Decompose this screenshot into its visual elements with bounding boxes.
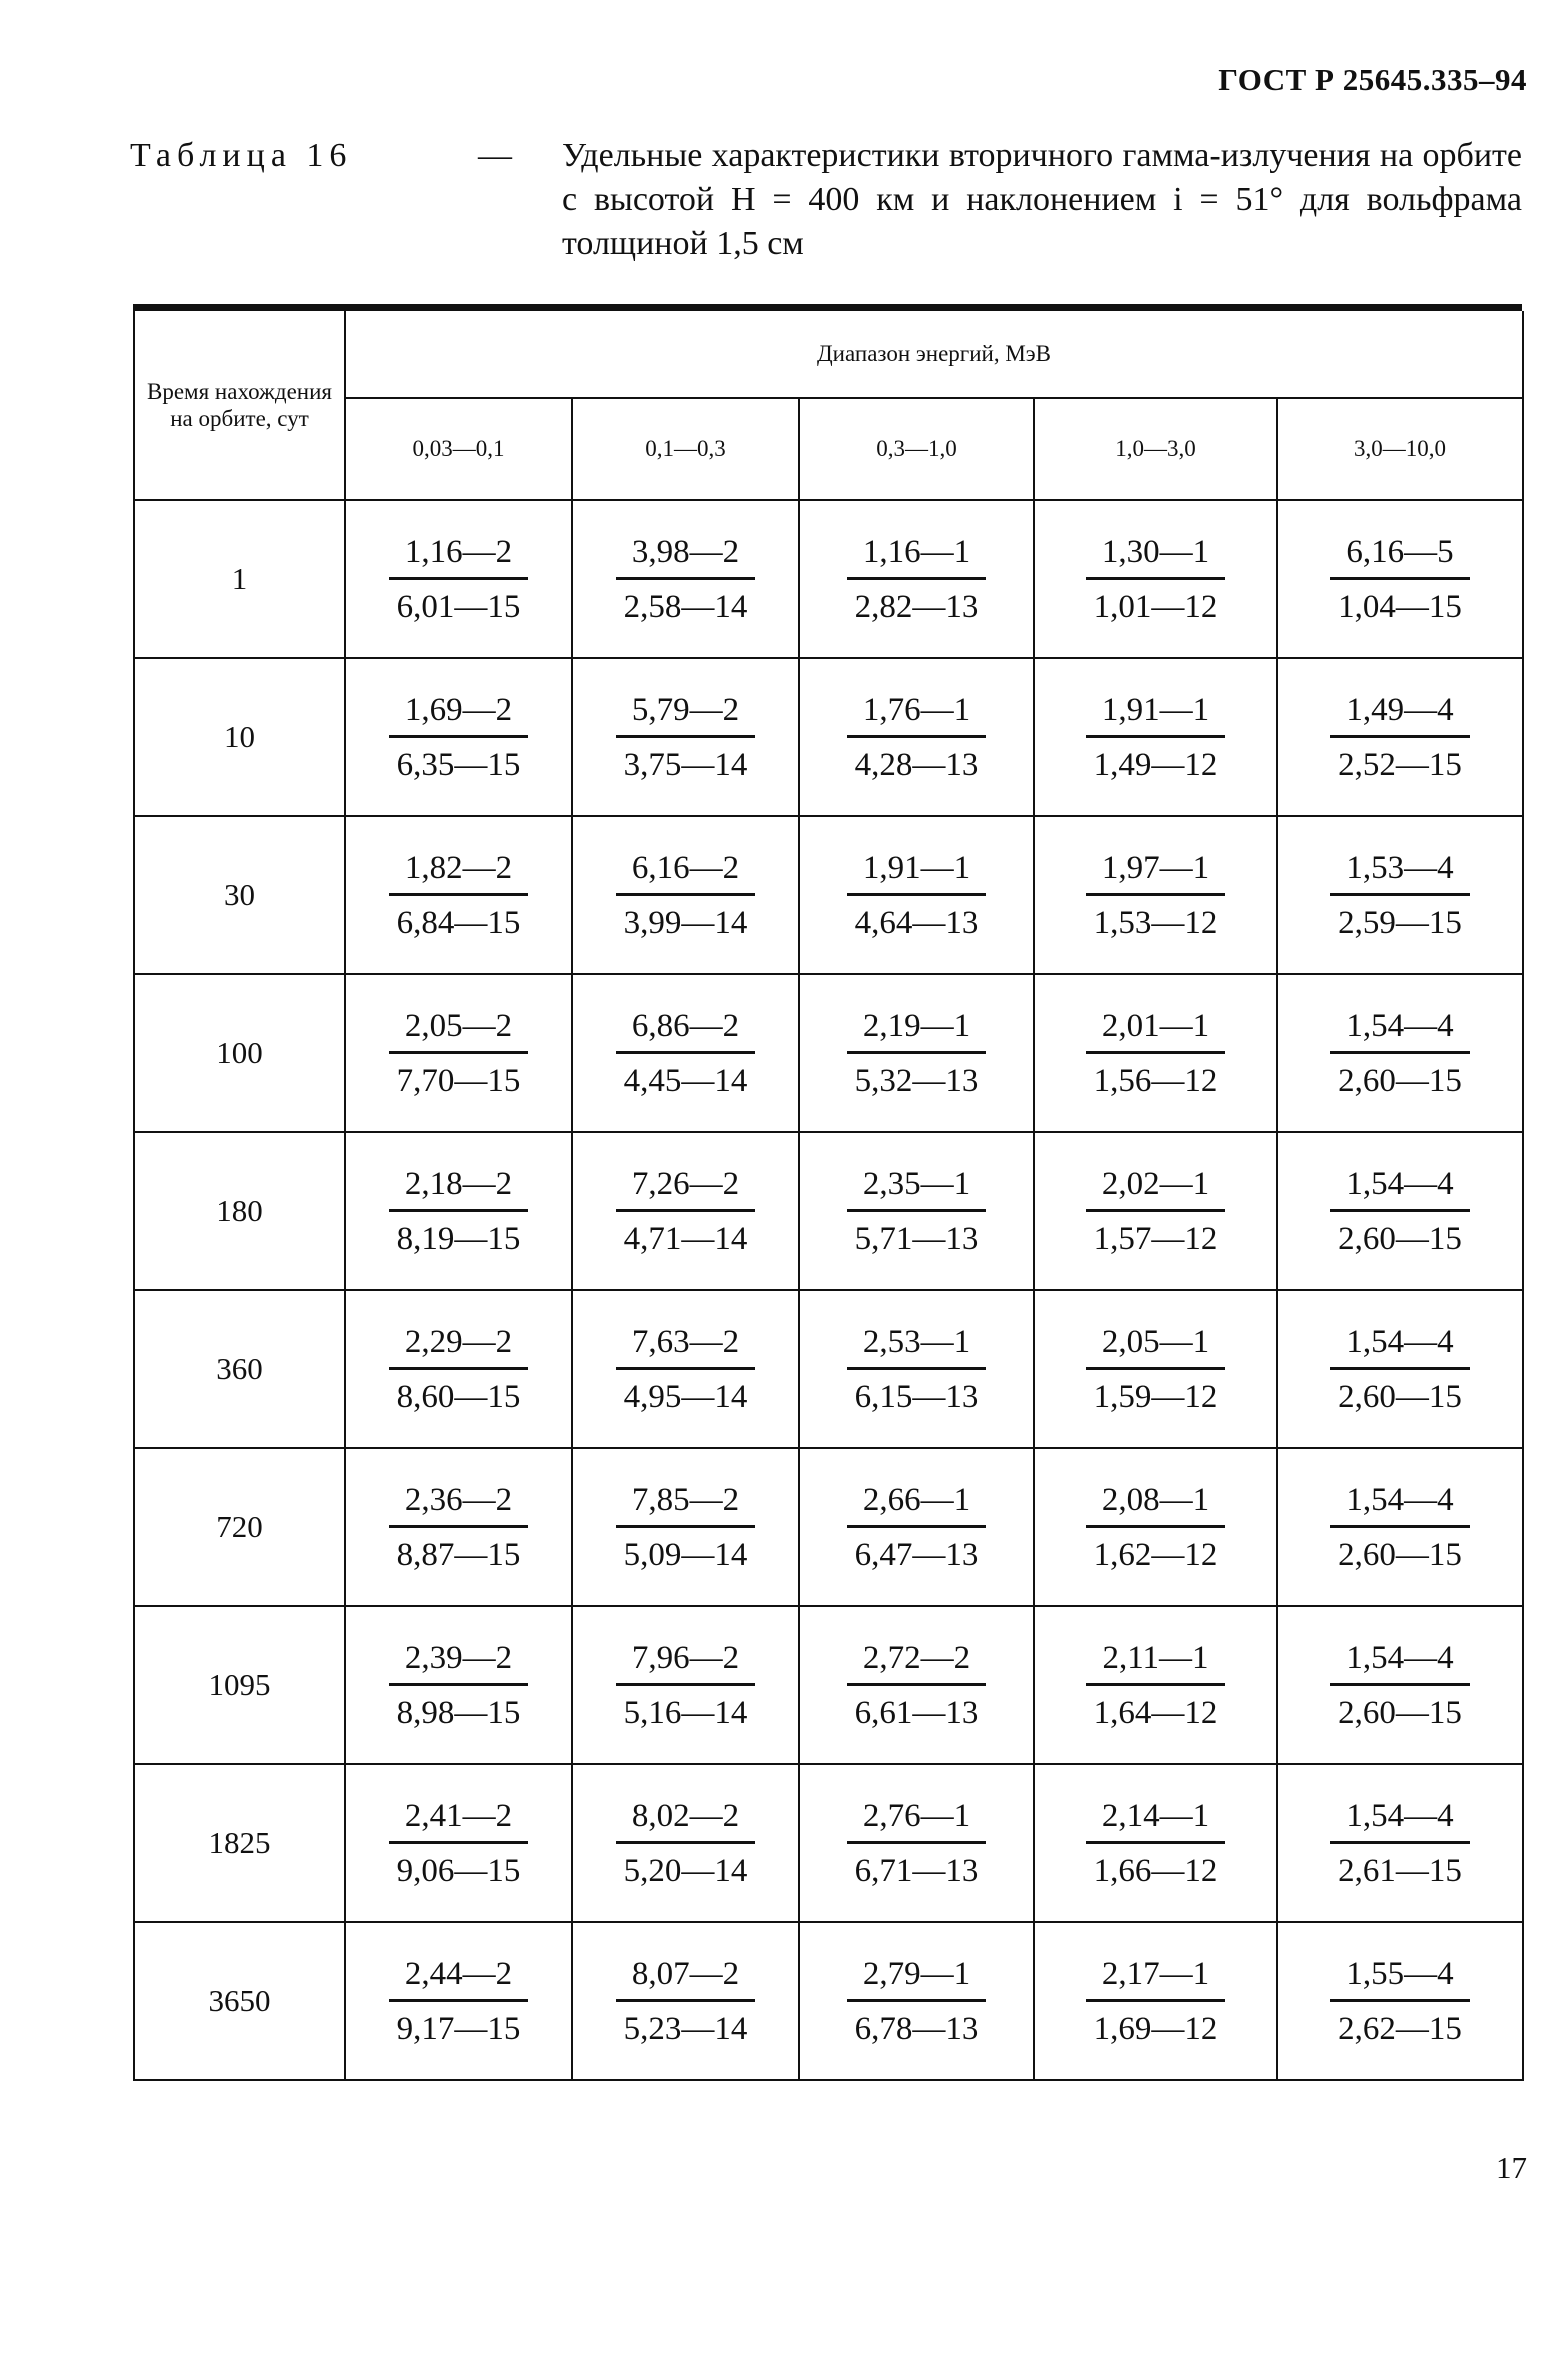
table-cell (345, 974, 572, 1132)
table-row (134, 500, 1523, 658)
fraction-numerator: 1,53—4 (1330, 849, 1470, 896)
data-table-container (133, 304, 1522, 2081)
table-cell (1034, 1764, 1277, 1922)
fraction-numerator: 8,02—2 (616, 1797, 756, 1844)
fraction-numerator: 2,44—2 (389, 1955, 529, 2002)
table-cell (1034, 1606, 1277, 1764)
table-cell (799, 1448, 1034, 1606)
table-row (134, 1132, 1523, 1290)
fraction-denominator: 2,61—15 (1338, 1852, 1462, 1889)
fraction-denominator: 1,59—12 (1093, 1378, 1218, 1415)
table-cell (345, 1132, 572, 1290)
fraction-value (847, 533, 987, 626)
fraction-numerator: 2,35—1 (847, 1165, 987, 1212)
page-number: 17 (1496, 2150, 1527, 2185)
fraction-numerator: 6,16—5 (1330, 533, 1470, 580)
fraction-numerator: 2,66—1 (847, 1481, 987, 1528)
fraction-denominator: 2,60—15 (1338, 1694, 1462, 1731)
fraction-value (389, 1797, 529, 1890)
range-header-2: 0,1—0,3 (572, 398, 799, 500)
fraction-value (389, 1955, 529, 2048)
fraction-numerator: 1,54—4 (1330, 1007, 1470, 1054)
fraction-denominator: 8,60—15 (396, 1378, 521, 1415)
table-cell (799, 974, 1034, 1132)
fraction-numerator: 2,11—1 (1086, 1639, 1226, 1686)
fraction-numerator: 1,54—4 (1330, 1323, 1470, 1370)
fraction-denominator: 9,06—15 (396, 1852, 521, 1889)
fraction-denominator: 1,66—12 (1093, 1852, 1218, 1889)
fraction-numerator: 2,17—1 (1086, 1955, 1226, 2002)
caption-text: Удельные характеристики вторичного гамма-излучения на орбите с высотой H = 400 км и наклонением i = 51° для вольфрама толщиной 1,5 см (562, 137, 1522, 262)
fraction-denominator: 4,45—14 (623, 1062, 748, 1099)
fraction-value (616, 1165, 756, 1258)
fraction-denominator: 6,61—13 (854, 1694, 979, 1731)
table-top-rule (133, 304, 1522, 311)
fraction-numerator: 7,85—2 (616, 1481, 756, 1528)
fraction-value (616, 849, 756, 942)
table-cell (345, 1448, 572, 1606)
time-column-header: Время нахождения на орбите, сут (134, 311, 345, 500)
table-cell (1034, 1290, 1277, 1448)
fraction-denominator: 1,04—15 (1338, 588, 1462, 625)
table-cell (1034, 1448, 1277, 1606)
fraction-denominator: 5,32—13 (854, 1062, 979, 1099)
fraction-value (389, 849, 529, 942)
range-header-3: 0,3—1,0 (799, 398, 1034, 500)
table-cell (572, 974, 799, 1132)
table-cell (1277, 1290, 1523, 1448)
fraction-denominator: 1,01—12 (1093, 588, 1218, 625)
fraction-denominator: 1,56—12 (1093, 1062, 1218, 1099)
fraction-value (1086, 1165, 1226, 1258)
table-cell (1034, 500, 1277, 658)
time-value: 1095 (134, 1606, 345, 1764)
fraction-numerator: 1,16—2 (389, 533, 529, 580)
fraction-denominator: 5,71—13 (854, 1220, 979, 1257)
fraction-numerator: 3,98—2 (616, 533, 756, 580)
fraction-value (847, 1323, 987, 1416)
fraction-value (389, 533, 529, 626)
fraction-denominator: 2,52—15 (1338, 746, 1462, 783)
table-cell (345, 1606, 572, 1764)
fraction-denominator: 8,98—15 (396, 1694, 521, 1731)
fraction-numerator: 5,79—2 (616, 691, 756, 738)
fraction-value (1330, 1955, 1470, 2048)
fraction-denominator: 2,60—15 (1338, 1378, 1462, 1415)
fraction-numerator: 8,07—2 (616, 1955, 756, 2002)
table-cell (572, 1764, 799, 1922)
fraction-denominator: 6,78—13 (854, 2010, 979, 2047)
fraction-value (1330, 1323, 1470, 1416)
fraction-value (847, 1797, 987, 1890)
fraction-denominator: 3,99—14 (623, 904, 748, 941)
time-value: 720 (134, 1448, 345, 1606)
table-cell (1034, 1922, 1277, 2080)
fraction-numerator: 2,72—2 (847, 1639, 987, 1686)
fraction-numerator: 7,26—2 (616, 1165, 756, 1212)
fraction-numerator: 2,79—1 (847, 1955, 987, 2002)
fraction-denominator: 6,71—13 (854, 1852, 979, 1889)
table-cell (1277, 1132, 1523, 1290)
fraction-numerator: 1,54—4 (1330, 1639, 1470, 1686)
fraction-denominator: 5,16—14 (623, 1694, 748, 1731)
fraction-value (1086, 691, 1226, 784)
fraction-denominator: 2,59—15 (1338, 904, 1462, 941)
fraction-value (389, 691, 529, 784)
fraction-numerator: 1,54—4 (1330, 1481, 1470, 1528)
table-cell (1277, 1448, 1523, 1606)
table-cell (345, 658, 572, 816)
fraction-value (389, 1323, 529, 1416)
table-row (134, 1290, 1523, 1448)
fraction-denominator: 6,01—15 (396, 588, 521, 625)
fraction-denominator: 5,23—14 (623, 2010, 748, 2047)
fraction-numerator: 2,41—2 (389, 1797, 529, 1844)
fraction-denominator: 1,62—12 (1093, 1536, 1218, 1573)
table-cell (799, 1922, 1034, 2080)
fraction-denominator: 6,84—15 (396, 904, 521, 941)
fraction-value (1086, 849, 1226, 942)
time-value: 1825 (134, 1764, 345, 1922)
fraction-value (1330, 691, 1470, 784)
fraction-denominator: 1,49—12 (1093, 746, 1218, 783)
fraction-numerator: 1,16—1 (847, 533, 987, 580)
fraction-numerator: 2,29—2 (389, 1323, 529, 1370)
fraction-value (616, 1797, 756, 1890)
fraction-value (1086, 533, 1226, 626)
table-cell (1277, 500, 1523, 658)
table-cell (345, 1764, 572, 1922)
fraction-numerator: 1,97—1 (1086, 849, 1226, 896)
fraction-numerator: 2,76—1 (847, 1797, 987, 1844)
fraction-numerator: 2,05—2 (389, 1007, 529, 1054)
fraction-denominator: 6,35—15 (396, 746, 521, 783)
fraction-value (1086, 1007, 1226, 1100)
fraction-denominator: 7,70—15 (396, 1062, 521, 1099)
fraction-numerator: 1,54—4 (1330, 1797, 1470, 1844)
fraction-denominator: 2,82—13 (854, 588, 979, 625)
fraction-numerator: 1,55—4 (1330, 1955, 1470, 2002)
fraction-value (616, 691, 756, 784)
table-cell (1277, 1922, 1523, 2080)
fraction-denominator: 5,09—14 (623, 1536, 748, 1573)
table-row (134, 1922, 1523, 2080)
fraction-numerator: 2,53—1 (847, 1323, 987, 1370)
table-row (134, 1764, 1523, 1922)
fraction-value (616, 1323, 756, 1416)
fraction-value (847, 1165, 987, 1258)
table-cell (799, 1290, 1034, 1448)
table-cell (1277, 1764, 1523, 1922)
fraction-denominator: 2,60—15 (1338, 1536, 1462, 1573)
table-cell (799, 1764, 1034, 1922)
table-cell (345, 1290, 572, 1448)
fraction-numerator: 1,91—1 (847, 849, 987, 896)
fraction-value (847, 1007, 987, 1100)
fraction-denominator: 4,64—13 (854, 904, 979, 941)
data-table (133, 311, 1524, 2081)
fraction-numerator: 2,01—1 (1086, 1007, 1226, 1054)
fraction-denominator: 8,19—15 (396, 1220, 521, 1257)
fraction-denominator: 3,75—14 (623, 746, 748, 783)
time-value: 360 (134, 1290, 345, 1448)
fraction-value (1086, 1639, 1226, 1732)
fraction-value (1330, 849, 1470, 942)
fraction-value (1330, 533, 1470, 626)
fraction-value (847, 691, 987, 784)
fraction-denominator: 2,58—14 (623, 588, 748, 625)
fraction-denominator: 6,15—13 (854, 1378, 979, 1415)
table-cell (799, 1132, 1034, 1290)
fraction-value (616, 1639, 756, 1732)
table-cell (572, 1448, 799, 1606)
table-cell (1034, 658, 1277, 816)
fraction-value (1086, 1955, 1226, 2048)
fraction-numerator: 6,86—2 (616, 1007, 756, 1054)
fraction-numerator: 7,96—2 (616, 1639, 756, 1686)
fraction-denominator: 8,87—15 (396, 1536, 521, 1573)
table-cell (1277, 974, 1523, 1132)
time-value: 30 (134, 816, 345, 974)
table-cell (572, 1606, 799, 1764)
table-row (134, 1606, 1523, 1764)
fraction-numerator: 1,76—1 (847, 691, 987, 738)
fraction-numerator: 1,54—4 (1330, 1165, 1470, 1212)
fraction-denominator: 5,20—14 (623, 1852, 748, 1889)
fraction-value (847, 1639, 987, 1732)
fraction-denominator: 4,71—14 (623, 1220, 748, 1257)
fraction-numerator: 1,91—1 (1086, 691, 1226, 738)
table-row (134, 658, 1523, 816)
fraction-denominator: 1,64—12 (1093, 1694, 1218, 1731)
fraction-numerator: 2,19—1 (847, 1007, 987, 1054)
table-cell (572, 1922, 799, 2080)
table-body (134, 500, 1523, 2080)
fraction-numerator: 1,30—1 (1086, 533, 1226, 580)
range-header-1: 0,03—0,1 (345, 398, 572, 500)
fraction-value (1086, 1481, 1226, 1574)
fraction-value (389, 1481, 529, 1574)
fraction-value (389, 1007, 529, 1100)
time-value: 1 (134, 500, 345, 658)
fraction-value (389, 1639, 529, 1732)
fraction-value (389, 1165, 529, 1258)
table-cell (1034, 1132, 1277, 1290)
fraction-value (1330, 1007, 1470, 1100)
fraction-denominator: 6,47—13 (854, 1536, 979, 1573)
fraction-numerator: 2,02—1 (1086, 1165, 1226, 1212)
fraction-numerator: 1,82—2 (389, 849, 529, 896)
table-cell (345, 500, 572, 658)
fraction-value (847, 849, 987, 942)
range-header-5: 3,0—10,0 (1277, 398, 1523, 500)
fraction-numerator: 2,36—2 (389, 1481, 529, 1528)
table-cell (572, 658, 799, 816)
fraction-numerator: 2,18—2 (389, 1165, 529, 1212)
fraction-denominator: 9,17—15 (396, 2010, 521, 2047)
fraction-value (1086, 1797, 1226, 1890)
fraction-value (616, 1955, 756, 2048)
table-cell (1277, 1606, 1523, 1764)
table-cell (1277, 658, 1523, 816)
fraction-value (847, 1481, 987, 1574)
table-cell (799, 658, 1034, 816)
fraction-value (1330, 1639, 1470, 1732)
fraction-denominator: 1,69—12 (1093, 2010, 1218, 2047)
fraction-numerator: 2,05—1 (1086, 1323, 1226, 1370)
fraction-denominator: 1,53—12 (1093, 904, 1218, 941)
fraction-value (616, 1007, 756, 1100)
fraction-value (616, 1481, 756, 1574)
fraction-denominator: 4,28—13 (854, 746, 979, 783)
fraction-numerator: 2,14—1 (1086, 1797, 1226, 1844)
fraction-denominator: 1,57—12 (1093, 1220, 1218, 1257)
table-cell (572, 1132, 799, 1290)
time-value: 10 (134, 658, 345, 816)
table-caption (130, 134, 1522, 266)
table-cell (572, 1290, 799, 1448)
table-row (134, 974, 1523, 1132)
table-cell (345, 816, 572, 974)
fraction-numerator: 1,69—2 (389, 691, 529, 738)
table-row (134, 1448, 1523, 1606)
fraction-numerator: 6,16—2 (616, 849, 756, 896)
table-cell (799, 816, 1034, 974)
fraction-denominator: 4,95—14 (623, 1378, 748, 1415)
fraction-value (616, 533, 756, 626)
fraction-value (1330, 1481, 1470, 1574)
time-value: 3650 (134, 1922, 345, 2080)
time-value: 180 (134, 1132, 345, 1290)
fraction-denominator: 2,60—15 (1338, 1062, 1462, 1099)
fraction-value (1086, 1323, 1226, 1416)
energy-range-header: Диапазон энергий, МэВ (345, 311, 1523, 398)
fraction-numerator: 2,39—2 (389, 1639, 529, 1686)
table-cell (1034, 816, 1277, 974)
document-code: ГОСТ Р 25645.335–94 (1218, 62, 1527, 97)
table-cell (345, 1922, 572, 2080)
table-cell (1277, 816, 1523, 974)
fraction-numerator: 7,63—2 (616, 1323, 756, 1370)
fraction-value (847, 1955, 987, 2048)
fraction-numerator: 1,49—4 (1330, 691, 1470, 738)
time-value: 100 (134, 974, 345, 1132)
fraction-denominator: 2,62—15 (1338, 2010, 1462, 2047)
table-cell (572, 816, 799, 974)
fraction-denominator: 2,60—15 (1338, 1220, 1462, 1257)
caption-label: Таблица 16 (130, 137, 353, 174)
table-row (134, 816, 1523, 974)
table-cell (1034, 974, 1277, 1132)
table-cell (799, 500, 1034, 658)
table-cell (572, 500, 799, 658)
fraction-value (1330, 1797, 1470, 1890)
caption-dash: — (478, 137, 512, 174)
range-header-4: 1,0—3,0 (1034, 398, 1277, 500)
fraction-numerator: 2,08—1 (1086, 1481, 1226, 1528)
table-cell (799, 1606, 1034, 1764)
fraction-value (1330, 1165, 1470, 1258)
